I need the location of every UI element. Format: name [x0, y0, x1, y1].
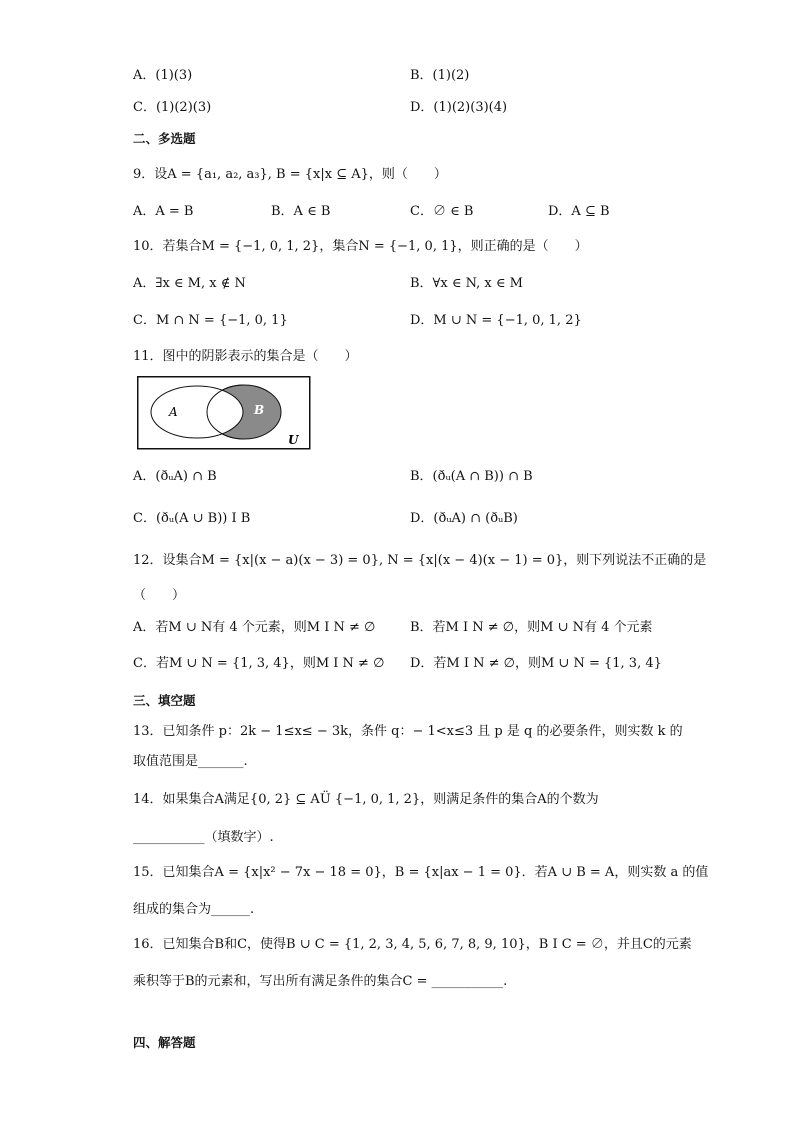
- prev-option-d: D．(1)(2)(3)(4): [410, 100, 508, 115]
- prev-option-a: A．(1)(3): [133, 68, 193, 83]
- q12-option-b: B．若M I N ≠ ∅，则M ∪ N有 4 个元素: [410, 620, 653, 635]
- venn-set-a: [151, 386, 243, 438]
- venn-label-a: A: [169, 405, 178, 419]
- q12-option-a: A．若M ∪ N有 4 个元素，则M I N ≠ ∅: [133, 620, 376, 635]
- section-heading-solutions: 四、解答题: [133, 1035, 196, 1050]
- question-12-stem-continued: （ ）: [133, 588, 186, 603]
- question-14-line-1: 14．如果集合A满足{0, 2} ⊆ AÜ {−1, 0, 1, 2}，则满足条件的集合A的个数为: [133, 792, 599, 807]
- q10-option-b: B．∀x ∈ N, x ∈ M: [410, 276, 523, 291]
- q9-option-c: C．∅ ∈ B: [410, 204, 474, 219]
- section-heading-multiple-choice: 二、多选题: [133, 131, 196, 146]
- question-13-line-2: 取值范围是_______.: [133, 754, 248, 769]
- question-15-line-1: 15．已知集合A = {x|x² − 7x − 18 = 0}，B = {x|ax − 1 = 0}．若A ∪ B = A，则实数 a 的值: [133, 865, 709, 880]
- question-15-line-2: 组成的集合为______.: [133, 902, 255, 917]
- q11-option-c: C．(ðᵤ(A ∪ B)) I B: [133, 511, 251, 526]
- venn-diagram: [137, 376, 311, 450]
- q9-option-b: B．A ∈ B: [271, 204, 331, 219]
- q11-option-b: B．(ðᵤ(A ∩ B)) ∩ B: [410, 469, 533, 484]
- q10-option-c: C．M ∩ N = {−1, 0, 1}: [133, 313, 288, 328]
- q12-option-d: D．若M I N ≠ ∅，则M ∪ N = {1, 3, 4}: [410, 656, 662, 671]
- section-heading-fill-in: 三、填空题: [133, 693, 196, 708]
- q10-option-a: A．∃x ∈ M, x ∉ N: [133, 276, 246, 291]
- venn-label-b: B: [254, 403, 265, 417]
- question-9-stem: 9．设A = {a₁, a₂, a₃}, B = {x|x ⊆ A}，则（ ）: [133, 167, 447, 182]
- question-14-line-2: ___________（填数字）.: [133, 830, 274, 845]
- question-12-stem: 12．设集合M = {x|(x − a)(x − 3) = 0}, N = {x|(x − 4)(x − 1) = 0}，则下列说法不正确的是: [133, 553, 707, 568]
- question-11-stem: 11．图中的阴影表示的集合是（ ）: [133, 349, 358, 364]
- q12-option-c: C．若M ∪ N = {1, 3, 4}，则M I N ≠ ∅: [133, 656, 385, 671]
- question-16-line-2: 乘积等于B的元素和，写出所有满足条件的集合C = ___________.: [133, 974, 508, 989]
- q10-option-d: D．M ∪ N = {−1, 0, 1, 2}: [410, 313, 582, 328]
- prev-option-c: C．(1)(2)(3): [133, 100, 212, 115]
- venn-label-u: U: [288, 433, 299, 447]
- prev-option-b: B．(1)(2): [410, 68, 470, 83]
- question-10-stem: 10．若集合M = {−1, 0, 1, 2}，集合N = {−1, 0, 1}，则正确的是（ ）: [133, 239, 588, 254]
- q9-option-d: D．A ⊆ B: [548, 204, 610, 219]
- q11-option-a: A．(ðᵤA) ∩ B: [133, 469, 217, 484]
- question-16-line-1: 16．已知集合B和C，使得B ∪ C = {1, 2, 3, 4, 5, 6, 7, 8, 9, 10}，B I C = ∅，并且C的元素: [133, 937, 692, 952]
- q9-option-a: A．A = B: [133, 204, 194, 219]
- q11-option-d: D．(ðᵤA) ∩ (ðᵤB): [410, 511, 518, 526]
- question-13-line-1: 13．已知条件 p：2k − 1≤x≤ − 3k，条件 q：− 1<x≤3 且 p 是 q 的必要条件，则实数 k 的: [133, 724, 683, 739]
